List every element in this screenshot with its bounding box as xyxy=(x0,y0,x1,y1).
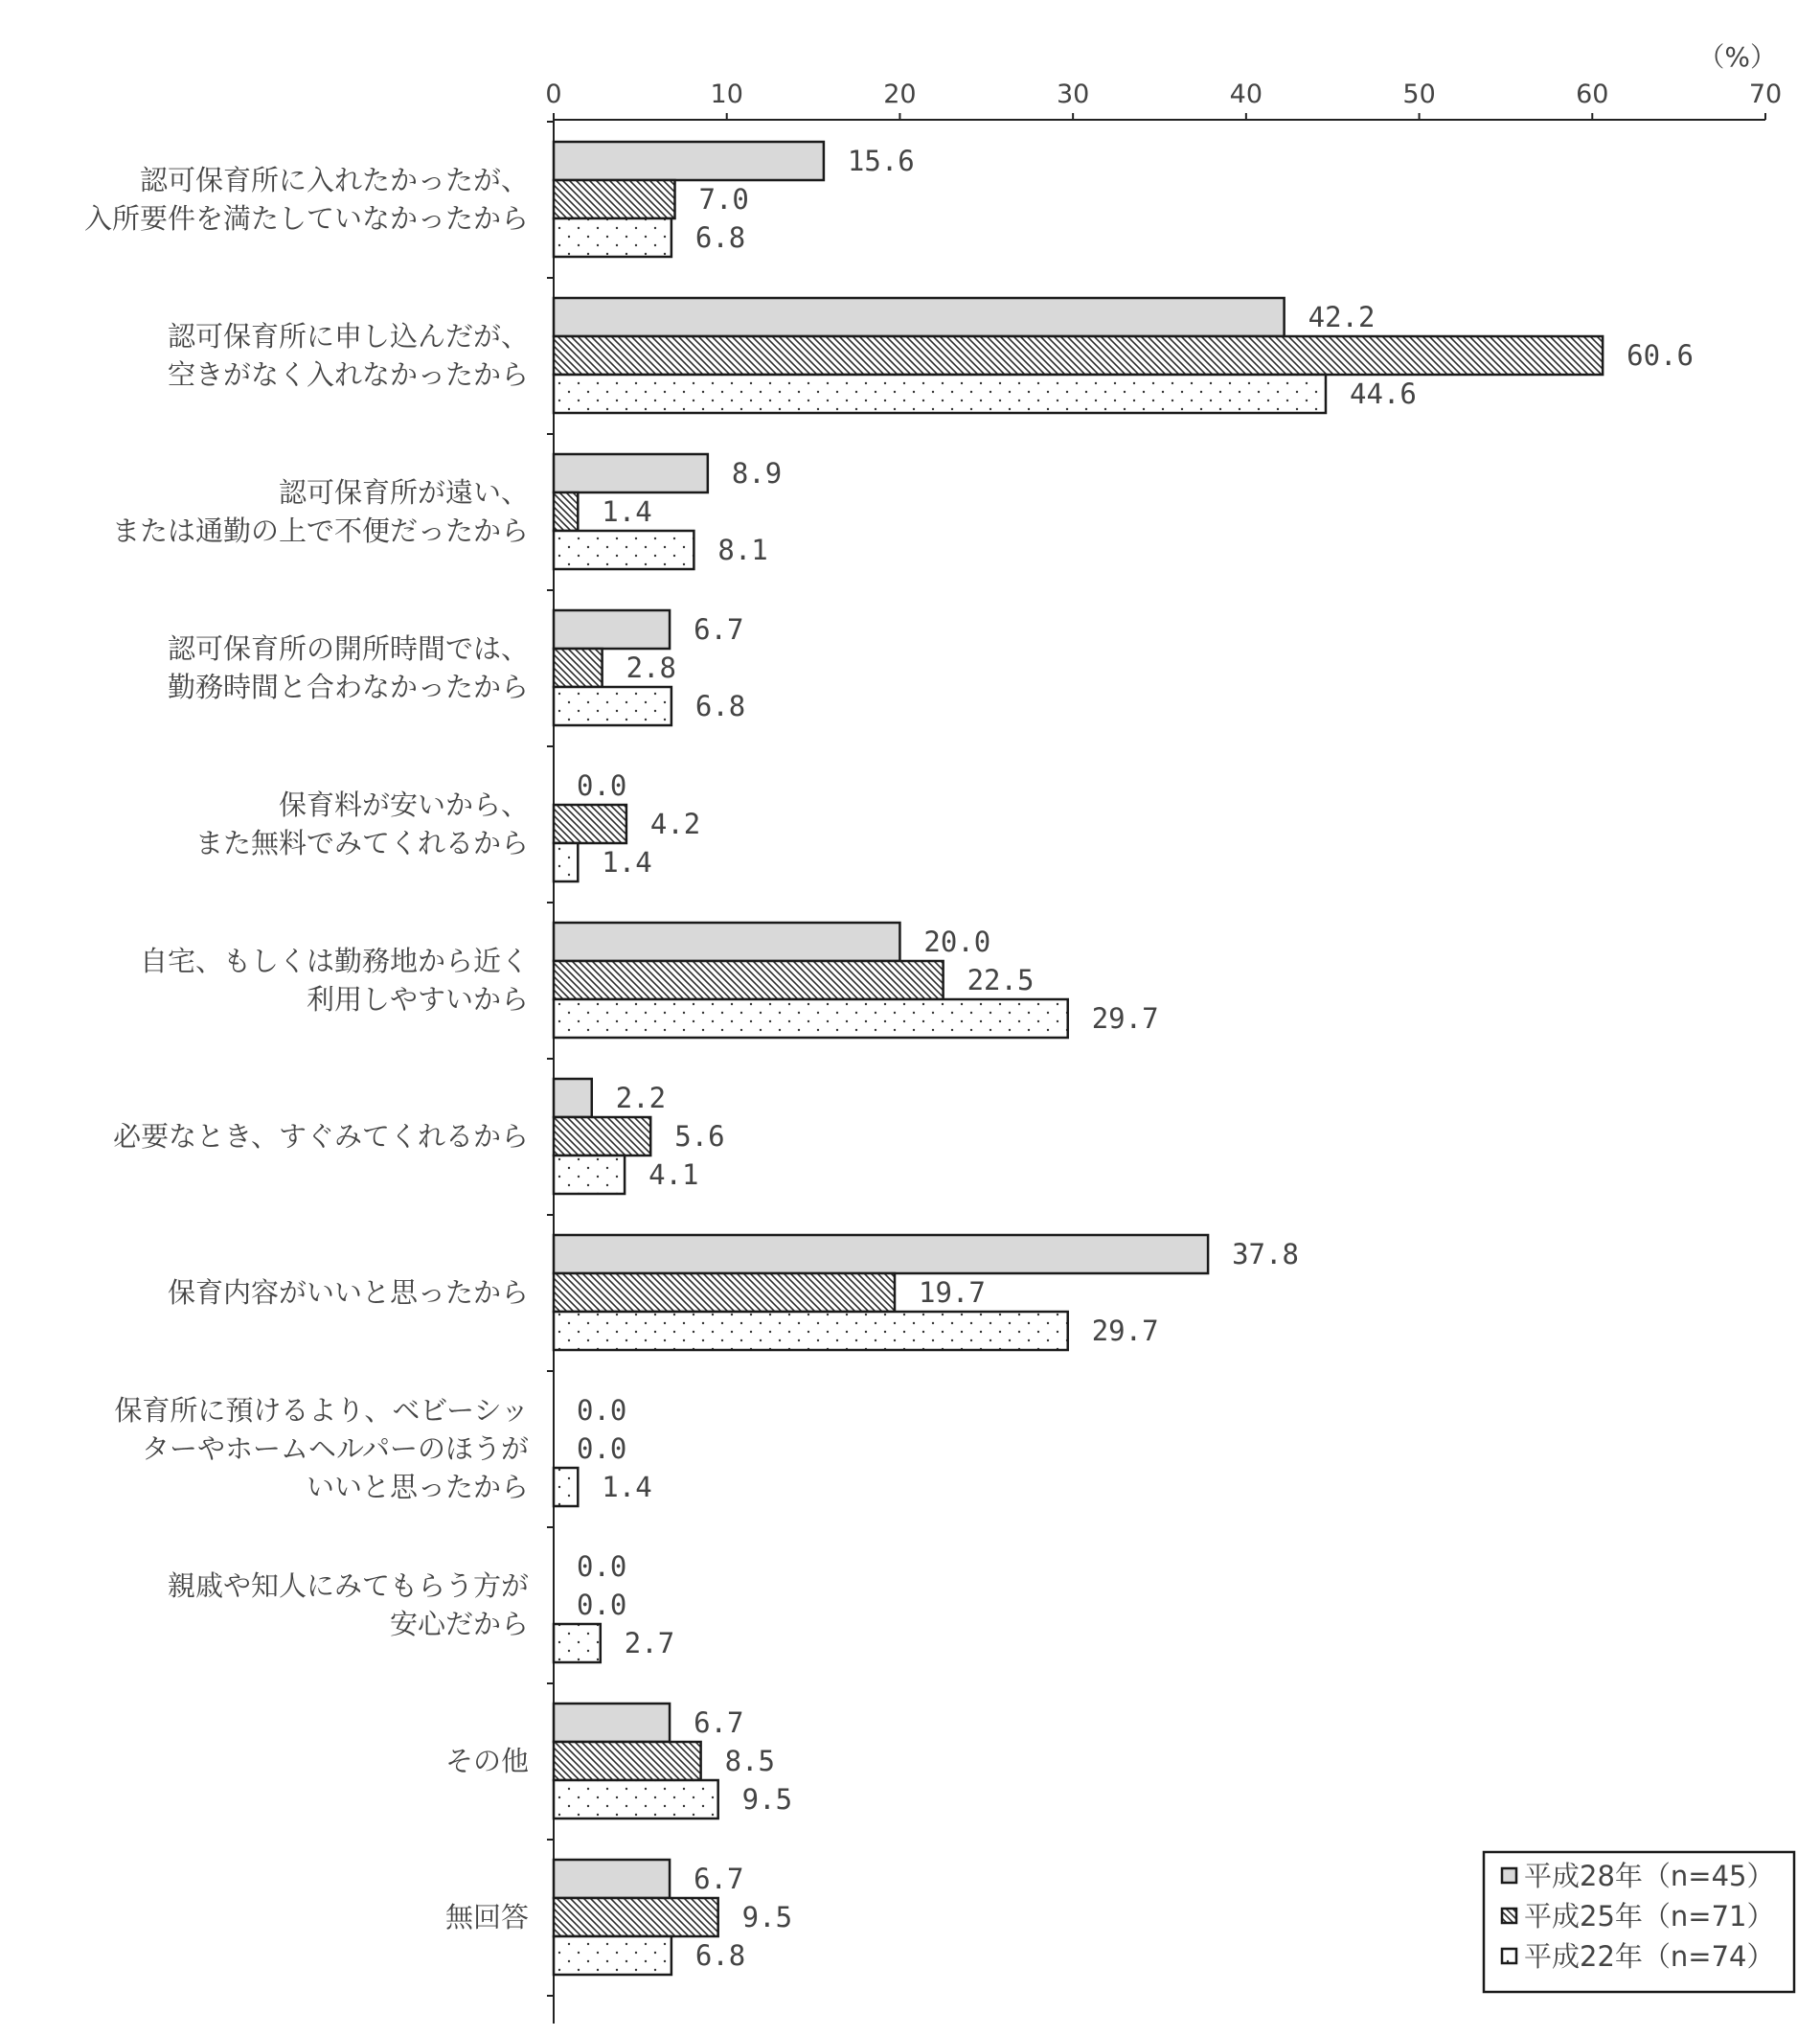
data-label: 8.1 xyxy=(717,534,768,566)
data-label: 1.4 xyxy=(602,846,652,879)
data-label: 1.4 xyxy=(602,1471,652,1503)
data-label: 20.0 xyxy=(923,926,991,958)
bar xyxy=(554,180,675,218)
category-label: 勤務時間と合わなかったから xyxy=(167,671,529,703)
bar xyxy=(554,1624,601,1662)
category-label: 認可保育所に申し込んだが、 xyxy=(167,320,529,353)
data-label: 0.0 xyxy=(577,1432,627,1465)
category-labels xyxy=(84,164,529,1933)
data-label: 9.5 xyxy=(741,1901,793,1933)
data-label: 4.1 xyxy=(648,1158,699,1191)
x-tick-label: 60 xyxy=(1576,80,1609,109)
data-label: 6.8 xyxy=(694,690,746,722)
data-label: 2.2 xyxy=(615,1082,667,1114)
bar xyxy=(554,1468,578,1506)
x-tick-label: 30 xyxy=(1056,80,1090,109)
bar xyxy=(554,1860,670,1898)
legend-label: 平成28年（n=45） xyxy=(1524,1860,1775,1892)
category-label: 利用しやすいから xyxy=(306,983,529,1016)
x-tick-label: 20 xyxy=(883,80,917,109)
data-label: 8.9 xyxy=(731,457,783,490)
x-tick-label: 70 xyxy=(1748,80,1783,109)
bar xyxy=(554,1273,895,1312)
bar xyxy=(554,1780,718,1819)
bar xyxy=(554,1079,592,1117)
bar xyxy=(554,454,708,492)
data-label: 37.8 xyxy=(1232,1238,1299,1270)
bar xyxy=(554,999,1068,1038)
data-label: 2.8 xyxy=(626,652,676,684)
data-label: 6.7 xyxy=(694,1706,744,1739)
data-label: 22.5 xyxy=(967,964,1035,996)
data-label: 42.2 xyxy=(1308,301,1376,333)
bar xyxy=(554,298,1285,336)
bar xyxy=(554,492,578,531)
category-label: 保育料が安いから、 xyxy=(278,789,529,821)
bar xyxy=(554,1312,1068,1350)
bar xyxy=(554,1936,671,1975)
legend-swatch xyxy=(1502,1909,1516,1923)
x-tick-label: 40 xyxy=(1229,80,1263,109)
data-label: 5.6 xyxy=(674,1120,725,1153)
bar xyxy=(554,805,626,843)
data-label: 60.6 xyxy=(1627,339,1694,372)
category-label: 認可保育所が遠い、 xyxy=(278,476,529,509)
bar xyxy=(554,1155,625,1194)
data-label: 7.0 xyxy=(698,183,749,216)
data-label: 6.8 xyxy=(694,221,746,254)
legend xyxy=(1484,1852,1794,1992)
bar xyxy=(554,336,1603,375)
data-label: 2.7 xyxy=(624,1627,675,1659)
data-label: 6.7 xyxy=(694,1863,744,1895)
legend-swatch xyxy=(1502,1949,1516,1963)
data-label: 0.0 xyxy=(577,1394,627,1427)
category-label: その他 xyxy=(444,1745,529,1777)
category-label: 空きがなく入れなかったから xyxy=(167,358,529,391)
category-label: 自宅、もしくは勤務地から近く xyxy=(139,945,529,977)
category-label: 安心だから xyxy=(389,1608,529,1640)
x-tick-label: 10 xyxy=(710,80,743,109)
bar xyxy=(554,375,1326,413)
category-label: 保育所に預けるより、ベビーシッ xyxy=(114,1394,529,1427)
data-label: 0.0 xyxy=(577,769,627,802)
data-label: 9.5 xyxy=(741,1783,793,1816)
x-tick-label: 0 xyxy=(545,80,562,109)
bar xyxy=(554,649,603,687)
bar xyxy=(554,610,670,649)
category-label: または通勤の上で不便だったから xyxy=(111,515,529,547)
legend-swatch xyxy=(1502,1868,1516,1883)
category-label: 認可保育所に入れたかったが、 xyxy=(139,164,529,196)
data-label: 15.6 xyxy=(847,145,915,177)
data-label: 0.0 xyxy=(577,1550,627,1583)
data-label: 1.4 xyxy=(602,495,652,528)
bar xyxy=(554,923,899,961)
bar xyxy=(554,531,694,569)
bar xyxy=(554,1117,650,1155)
bars xyxy=(554,142,1694,1975)
data-label: 6.8 xyxy=(694,1939,746,1972)
category-label: いいと思ったから xyxy=(306,1471,529,1503)
data-label: 29.7 xyxy=(1091,1002,1159,1035)
category-label: 親戚や知人にみてもらう方が xyxy=(167,1569,529,1602)
category-label: 保育内容がいいと思ったから xyxy=(167,1276,529,1309)
bar xyxy=(554,142,824,180)
bar xyxy=(554,961,944,999)
bar xyxy=(554,1742,701,1780)
data-label: 44.6 xyxy=(1349,377,1417,410)
category-label: また無料でみてくれるから xyxy=(194,827,529,859)
data-label: 8.5 xyxy=(724,1745,775,1777)
x-tick-label: 50 xyxy=(1402,80,1436,109)
bar xyxy=(554,843,578,881)
legend-label: 平成25年（n=71） xyxy=(1524,1900,1775,1933)
category-label: 認可保育所の開所時間では、 xyxy=(167,632,529,665)
bar xyxy=(554,1898,718,1936)
bar xyxy=(554,218,671,257)
category-label: 無回答 xyxy=(444,1901,529,1933)
unit-label: （%） xyxy=(1697,41,1777,73)
data-label: 19.7 xyxy=(919,1276,986,1309)
data-label: 4.2 xyxy=(649,808,701,840)
category-label: ターやホームヘルパーのほうが xyxy=(142,1432,529,1465)
legend-label: 平成22年（n=74） xyxy=(1524,1940,1775,1973)
data-label: 6.7 xyxy=(694,613,744,646)
data-label: 0.0 xyxy=(577,1589,627,1621)
bar xyxy=(554,687,671,725)
data-label: 29.7 xyxy=(1091,1315,1159,1347)
category-label: 必要なとき、すぐみてくれるから xyxy=(113,1120,529,1153)
bar xyxy=(554,1704,670,1742)
bar xyxy=(554,1235,1208,1273)
category-label: 入所要件を満たしていなかったから xyxy=(83,202,529,235)
